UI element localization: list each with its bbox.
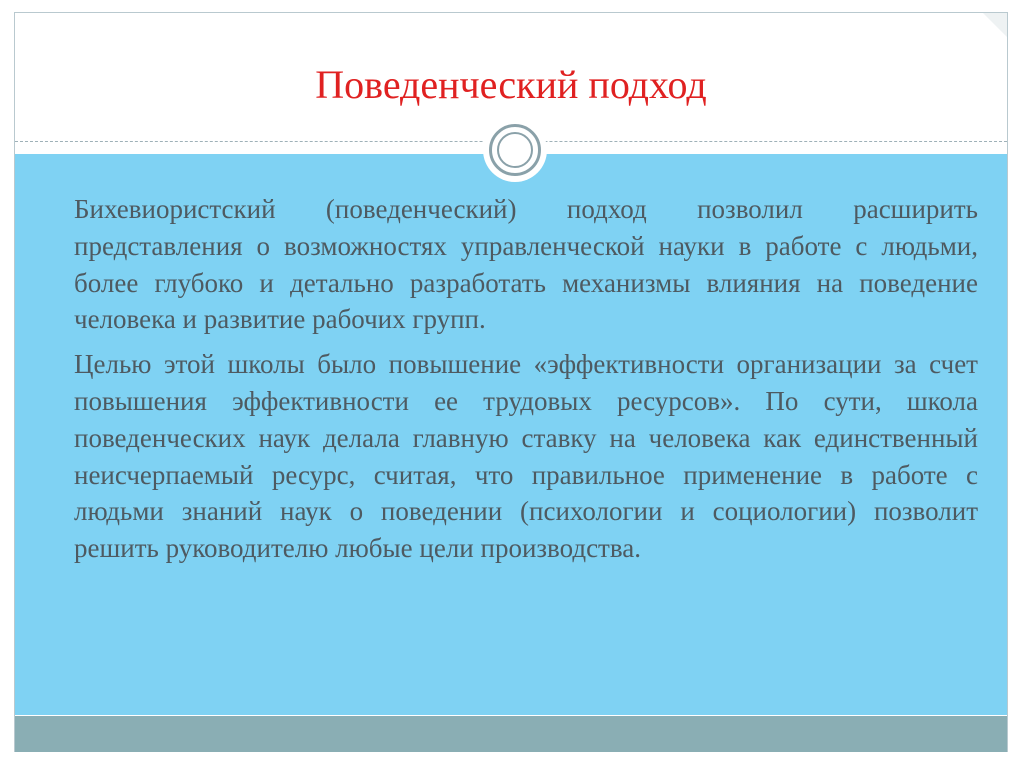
content-area — [15, 154, 1007, 715]
slide-frame — [14, 12, 1008, 752]
slide-title: Поведенческий подход — [315, 62, 707, 107]
body-text — [74, 191, 978, 575]
ring-outer-circle — [489, 124, 541, 176]
footer-band — [15, 716, 1007, 752]
ring-inner-circle — [497, 132, 533, 168]
double-ring-icon — [483, 118, 547, 182]
corner-fold — [983, 13, 1007, 37]
paragraph-1: Бихевиористский (поведенческий) подход позволил расширить представления о возможностях управленческой науки в работе с людьми, более глубоко и детально разработать механизмы влияния на поведение человека и развитие рабочих групп. — [74, 194, 978, 335]
paragraph-2: Целью этой школы было повышение «эффективности организации за счет повышения эффективности ее трудовых ресурсов». По сути, школа поведенческих наук делала главную ставку на человека как единственный неисчерпаемый ресурс, считая, что правильное применение в работе с людьми знаний наук о поведении (психологии и социологии) позволит решить руководителю любые цели производства. — [74, 349, 978, 564]
